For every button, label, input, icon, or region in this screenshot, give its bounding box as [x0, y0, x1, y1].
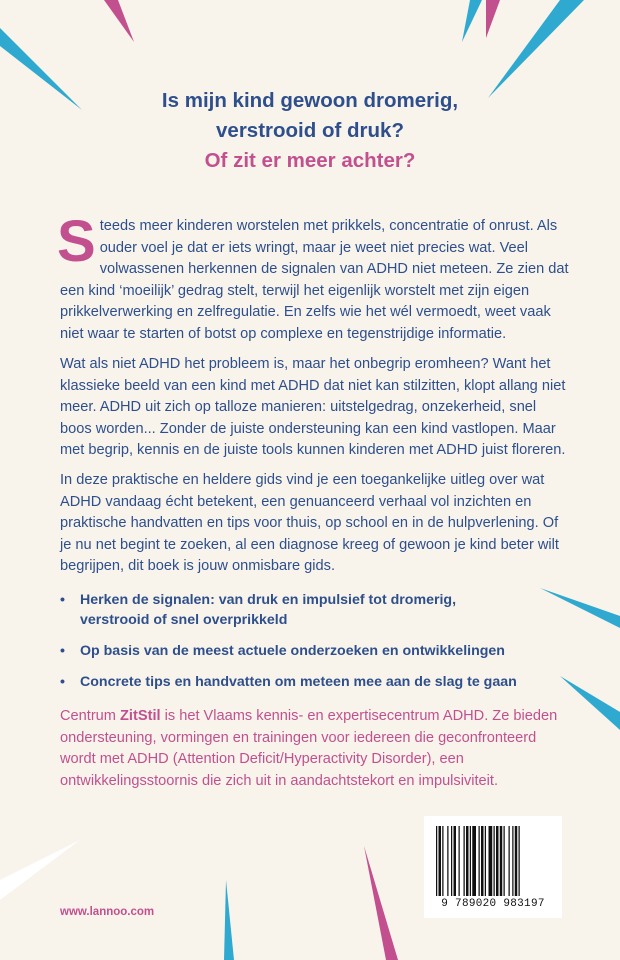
about-prefix: Centrum	[60, 708, 121, 724]
barcode-bar	[485, 826, 486, 896]
barcode-bar	[436, 826, 437, 896]
barcode-bar	[470, 826, 471, 896]
about-brand: ZitStil	[120, 708, 161, 724]
barcode-bar	[500, 826, 503, 896]
bullet-text-line1: Herken de signalen: van druk en impulsief tot dromerig,	[80, 592, 457, 608]
barcode-bar	[515, 826, 518, 896]
ray-bottom-left-light	[0, 840, 80, 900]
bullet-dot: •	[60, 592, 65, 608]
drop-cap: S	[57, 209, 96, 274]
isbn-number: 9 789020 983197	[441, 898, 545, 910]
headline-line-1: Is mijn kind gewoon dromerig,	[161, 89, 459, 112]
barcode-bar	[494, 826, 495, 896]
barcode-bar	[509, 826, 510, 896]
publisher-website: www.lannoo.com	[60, 906, 155, 918]
second-paragraph: Wat als niet ADHD het probleem is, maar het onbegrip eromheen? Want het klassieke beeld van een kind met ADHD dat niet kan stilzitten, klopt allang niet meer. ADHD uit zich op talloze manieren: uitstelgedrag, onzekerheid, snel boos worden... Zonder de juiste ondersteuning kan een kind vastlopen. Maar met begrip, kennis en de juiste tools kunnen kinderen met ADHD juist floreren.	[60, 356, 566, 458]
headline-line-2: verstrooid of druk?	[216, 119, 404, 142]
barcode-bar	[496, 826, 499, 896]
ray-top-right-cyan	[488, 0, 584, 98]
ray-top-right-pink	[486, 0, 500, 38]
intro-paragraph-text: teeds meer kinderen worstelen met prikkels, concentratie of onrust. Als ouder voel je dat er iets wringt, maar je weet niet precies wat. Veel volwassenen herkennen de signalen van ADHD niet meteen. Ze zien dat een kind ‘moeilijk’ gedrag stelt, terwijl het eigenlijk worstelt met zijn eigen prikkelverwerking en zelfregulatie. En zelfs wie het wél vermoedt, weet vaak niet waar te starten of botst op complexe en tegenstrijdige informatie.	[60, 218, 569, 342]
barcode-bar	[466, 826, 469, 896]
barcode-bar	[489, 826, 493, 896]
barcode-bar	[459, 826, 460, 896]
barcode-box	[424, 816, 562, 918]
intro-paragraph	[57, 209, 570, 345]
barcode-bar	[451, 826, 452, 896]
about-zitstil	[60, 706, 570, 792]
barcode	[436, 826, 550, 896]
barcode-bar	[479, 826, 480, 896]
bullet-text-line1: Concrete tips en handvatten om meteen mee aan de slag te gaan	[80, 674, 517, 690]
third-paragraph: In deze praktische en heldere gids vind je een toegankelijke uitleg over wat ADHD vandaag écht betekent, een genuanceerd verhaal vol inzichten en praktische handvatten en tips voor thuis, op school en in de hulpverlening. Of je nu net begint te zoeken, al een diagnose kreeg of gewoon je kind beter wilt begrijpen, dit boek is jouw onmisbare gids.	[60, 472, 559, 574]
bullet-item	[60, 672, 580, 692]
barcode-bar	[442, 826, 443, 896]
barcode-bar	[454, 826, 457, 896]
bullet-text-line2: verstrooid of snel overprikkeld	[80, 612, 288, 628]
ray-top-cyan	[462, 0, 482, 42]
about-text: is het Vlaams kennis- en expertisecentrum ADHD. Ze bieden ondersteuning, vormingen en trainingen voor iedereen die geconfronteerd wordt met ADHD (Attention Deficit/Hyperactivity Disorder), een ontwikkelingsstoornis die zich uit in aandachtstekort en impulsiviteit.	[60, 708, 558, 789]
bullet-dot: •	[60, 674, 65, 690]
bullet-dot: •	[60, 643, 65, 659]
barcode-bar	[519, 826, 520, 896]
barcode-bar	[504, 826, 505, 896]
ray-bottom-cyan	[224, 880, 234, 960]
bullet-text-line1: Op basis van de meest actuele onderzoeken en ontwikkelingen	[80, 643, 505, 659]
barcode-bar	[472, 826, 476, 896]
ray-bottom-pink	[364, 846, 398, 960]
barcode-bar	[464, 826, 465, 896]
barcode-bar	[481, 826, 484, 896]
ray-top-left-pink	[104, 0, 134, 42]
bullet-item	[60, 641, 580, 661]
barcode-bar	[439, 826, 442, 896]
bullet-list	[60, 590, 580, 703]
barcode-bar	[447, 826, 448, 896]
headline-subquestion: Of zit er meer achter?	[204, 149, 416, 172]
barcode-bar	[512, 826, 513, 896]
bullet-item	[60, 590, 580, 630]
